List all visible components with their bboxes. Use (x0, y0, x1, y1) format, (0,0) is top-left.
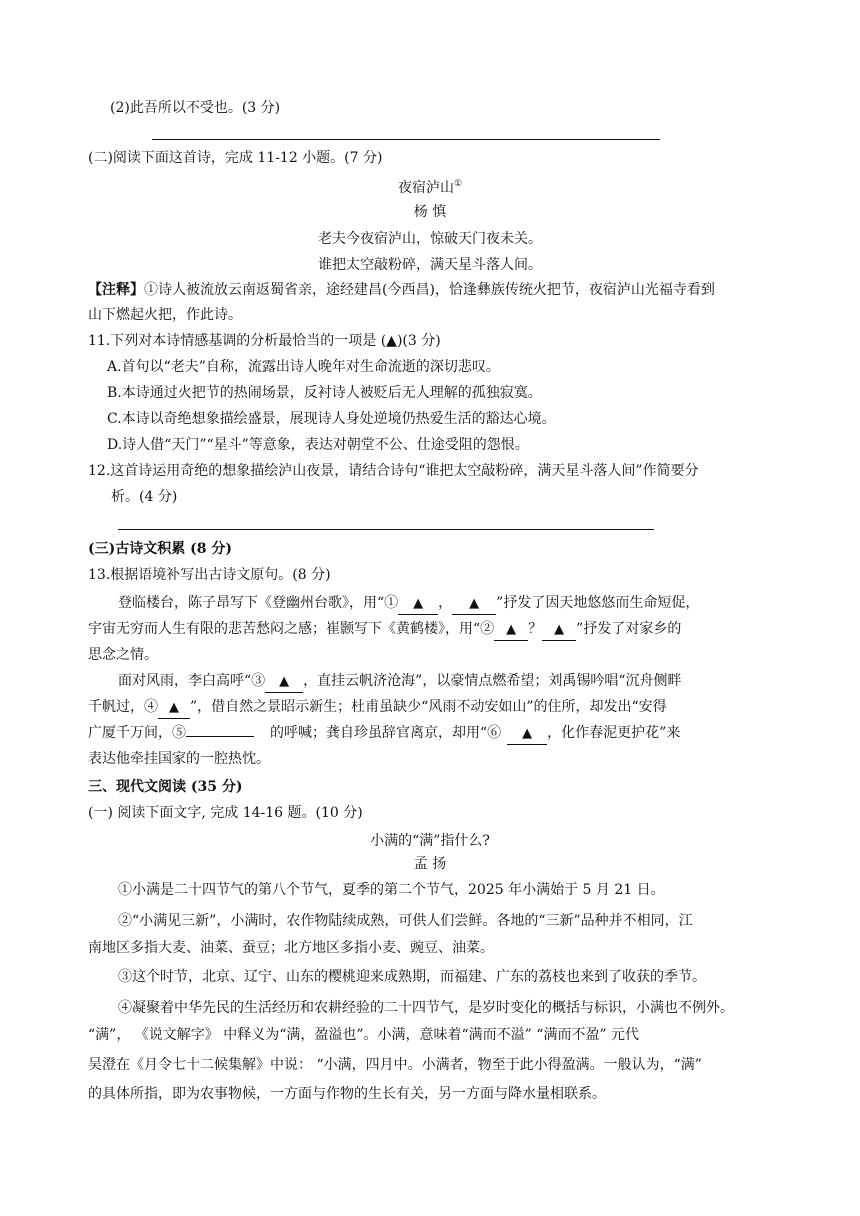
article-para-4-line-3: 吴澄在《月令七十二候集解》中说： “小满，四月中。小满者，物至于此小得盈满。一般认为，“满” (88, 1057, 702, 1073)
q11-option-b[interactable]: B.本诗通过火把节的热闹场景，反衬诗人被贬后无人理解的孤独寂寞。 (107, 385, 542, 401)
article-para-2-line-1: ②“小满见三新”，小满时，农作物陆续成熟，可供人们尝鲜。各地的“三新”品种并不相同，江 (118, 913, 693, 929)
q13-para2-line2: 千帆过，④ ▲ ”，借自然之景昭示新生；杜甫虽缺少“风雨不动安如山”的住所，却发出“安得 (88, 697, 774, 719)
note-text: ①诗人被流放云南返蜀省亲，途经建昌(今西昌)，恰逢彝族传统火把节，夜宿泸山光福寺看到 (144, 282, 715, 298)
section-2-intro: (二)阅读下面这首诗，完成 11-12 小题。(7 分) (88, 150, 383, 166)
q13-para2-line4: 表达他牵挂国家的一腔热忱。 (88, 751, 270, 767)
article-para-3: ③这个时节，北京、辽宁、山东的樱桃迎来成熟期，而福建、广东的荔枝也来到了收获的季节。 (118, 969, 706, 985)
q13-para1-line1: 登临楼台，陈子昂写下《登幽州台歌》，用“① ▲ ， ▲ ”抒发了因天地悠悠而生命短促， (118, 593, 774, 615)
note-line-1 (88, 280, 774, 300)
q12-stem-1: 12.这首诗运用奇绝的想象描绘泸山夜景，请结合诗句“谁把太空敲粉碎，满天星斗落人间”作简要分 (88, 463, 699, 479)
article-para-1: ①小满是二十四节气的第八个节气，夏季的第二个节气，2025 年小满始于 5 月 21 日。 (118, 882, 665, 898)
poem-title: 夜宿泸山① (397, 179, 463, 196)
poem-line-2: 谁把太空敲粉碎，满天星斗落人间。 (318, 257, 542, 273)
article-para-4-line-1: ④凝聚着中华先民的生活经历和农耕经验的二十四节气，是岁时变化的概括与标识，小满也不例外。 (118, 1000, 734, 1016)
answer-rule[interactable] (152, 139, 660, 140)
q10-2-text: (2)此吾所以不受也。(3 分) (110, 100, 281, 116)
article-para-4-line-4: 的具体所指，即为农事物候，一方面与作物的生长有关，另一方面与降水量相联系。 (88, 1086, 606, 1102)
answer-rule[interactable] (118, 529, 654, 530)
q11-option-a[interactable]: A.首句以“老夫”自称，流露出诗人晚年对生命流逝的深切悲叹。 (107, 359, 500, 375)
part-3-heading: 三、现代文阅读 (35 分) (88, 779, 243, 795)
poem-line-1: 老夫今夜宿泸山，惊破天门夜未关。 (318, 231, 542, 247)
part-3-intro: (一) 阅读下面文字, 完成 14-16 题。(10 分) (88, 805, 363, 821)
q11-option-c[interactable]: C.本诗以奇绝想象描绘盛景，展现诗人身处逆境仍热爱生活的豁达心境。 (107, 411, 556, 427)
q13-para2-line1: 面对风雨，李白高呼“③ ▲ ，直挂云帆济沧海”，以豪情点燃希望；刘禹锡吟唱“沉舟侧畔 (118, 671, 774, 693)
blank-5[interactable] (186, 736, 254, 737)
section-3-heading: (三)古诗文积累 (8 分) (88, 541, 232, 557)
q13-para1-line2: 宇宙无穷而人生有限的悲苦愁闷之感；崔颢写下《黄鹤楼》，用“② ▲ ？ ▲ ”抒发了对家乡的 (88, 619, 774, 641)
blank-1b[interactable]: ▲ (452, 593, 496, 615)
q11-stem: 11.下列对本诗情感基调的分析最恰当的一项是 (▲)(3 分) (88, 333, 441, 349)
poem-author: 杨 慎 (413, 204, 447, 220)
blank-4[interactable]: ▲ (158, 697, 190, 719)
blank-1a[interactable]: ▲ (398, 593, 438, 615)
blank-2a[interactable]: ▲ (494, 619, 528, 641)
blank-3[interactable]: ▲ (265, 671, 303, 693)
q11-option-d[interactable]: D.诗人借“天门”“星斗”等意象，表达对朝堂不公、仕途受阻的怨恨。 (107, 437, 529, 453)
q13-stem: 13.根据语境补写出古诗文原句。(8 分) (88, 567, 331, 583)
article-para-4-line-2: “满”， 《说文解字》 中释义为“满，盈溢也”。小满，意味着“满而不溢” “满而不盈” 元代 (88, 1027, 640, 1043)
note-label: 【注释】 (88, 282, 144, 298)
article-title: 小满的“满”指什么? (370, 833, 490, 849)
blank-2b[interactable]: ▲ (542, 619, 576, 641)
q12-stem-2: 析。(4 分) (111, 489, 178, 505)
article-para-2-line-2: 南地区多指大麦、油菜、蚕豆；北方地区多指小麦、豌豆、油菜。 (88, 940, 494, 956)
footnote-marker: ① (453, 179, 463, 189)
q13-para1-line3: 思念之情。 (88, 647, 158, 663)
q13-para2-line3: 广厦千万间，⑤ 的呼喊；龚自珍虽辞官离京，却用“⑥ ▲ ，化作春泥更护花”来 (88, 723, 774, 745)
article-author: 孟 扬 (413, 856, 447, 872)
note-line-2: 山下燃起火把，作此诗。 (88, 307, 242, 323)
blank-6[interactable]: ▲ (507, 723, 547, 745)
